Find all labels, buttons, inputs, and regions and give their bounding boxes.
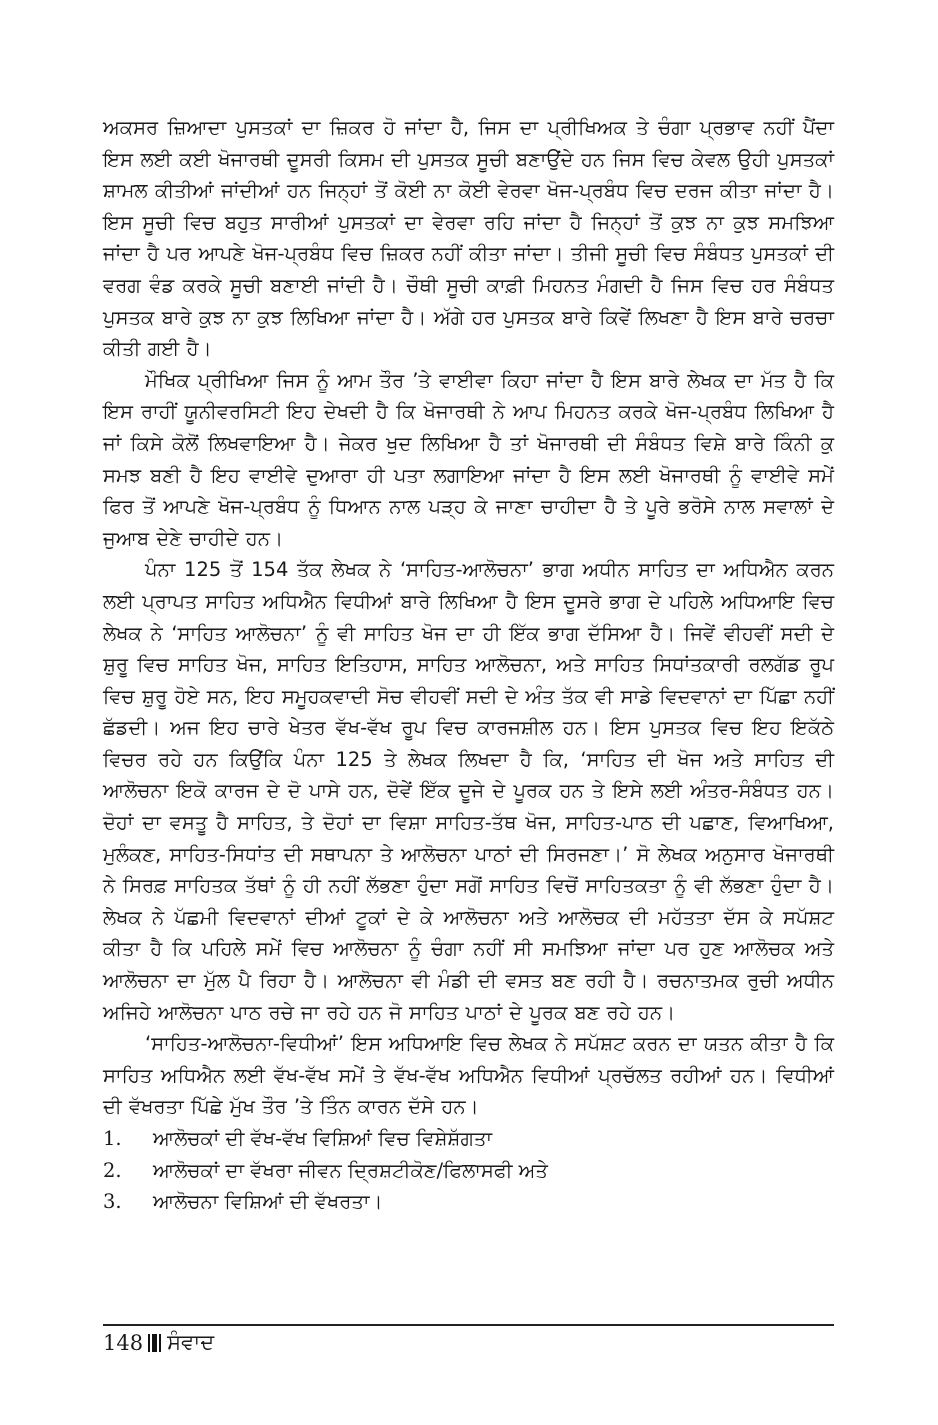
footer-bars-ornament: [148, 1334, 161, 1352]
page-footer: [103, 1324, 834, 1355]
list-item: [103, 1155, 834, 1187]
paragraph-2: ਮੌਖਿਕ ਪ੍ਰੀਖਿਆ ਜਿਸ ਨੂੰ ਆਮ ਤੌਰ ’ਤੇ ਵਾਈਵਾ ਕਿਹਾ ਜਾਂਦਾ ਹੈ ਇਸ ਬਾਰੇ ਲੇਖਕ ਦਾ ਮੱਤ ਹੈ ਕਿ ਇਸ ਰਾਹੀਂ ਯੂਨੀਵਰਸਿਟੀ ਇਹ ਦੇਖਦੀ ਹੈ ਕਿ ਖੋਜਾਰਥੀ ਨੇ ਆਪ ਮਿਹਨਤ ਕਰਕੇ ਖੋਜ-ਪ੍ਰਬੰਧ ਲਿਖਿਆ ਹੈ ਜਾਂ ਕਿਸੇ ਕੋਲੋਂ ਲਿਖਵਾਇਆ ਹੈ। ਜੇਕਰ ਖੁਦ ਲਿਖਿਆ ਹੈ ਤਾਂ ਖੋਜਾਰਥੀ ਦੀ ਸੰਬੰਧਤ ਵਿਸ਼ੇ ਬਾਰੇ ਕਿੰਨੀ ਕੁ ਸਮਝ ਬਣੀ ਹੈ ਇਹ ਵਾਈਵੇ ਦੁਆਰਾ ਹੀ ਪਤਾ ਲਗਾਇਆ ਜਾਂਦਾ ਹੈ ਇਸ ਲਈ ਖੋਜਾਰਥੀ ਨੂੰ ਵਾਈਵੇ ਸਮੇਂ ਫਿਰ ਤੋਂ ਆਪਣੇ ਖੋਜ-ਪ੍ਰਬੰਧ ਨੂੰ ਧਿਆਨ ਨਾਲ ਪੜ੍ਹ ਕੇ ਜਾਣਾ ਚਾਹੀਦਾ ਹੈ ਤੇ ਪੂਰੇ ਭਰੋਸੇ ਨਾਲ ਸਵਾਲਾਂ ਦੇ ਜੁਆਬ ਦੇਣੇ ਚਾਹੀਦੇ ਹਨ।: [103, 368, 834, 550]
list-text: ਆਲੋਚਕਾਂ ਦਾ ਵੱਖਰਾ ਜੀਵਨ ਦ੍ਰਿਸ਼ਟੀਕੋਣ/ਫਿਲਾਸਫੀ ਅਤੇ: [153, 1158, 548, 1182]
list-item: [103, 1123, 834, 1155]
list-number: 3.: [103, 1190, 122, 1214]
journal-name: ਸੰਵਾਦ: [167, 1330, 215, 1354]
reasons-list: [103, 1123, 834, 1218]
paragraph-3: ਪੰਨਾ 125 ਤੋਂ 154 ਤੱਕ ਲੇਖਕ ਨੇ ‘ਸਾਹਿਤ-ਆਲੋਚਨਾ’ ਭਾਗ ਅਧੀਨ ਸਾਹਿਤ ਦਾ ਅਧਿਐਨ ਕਰਨ ਲਈ ਪ੍ਰਾਪਤ ਸਾਹਿਤ ਅਧਿਐਨ ਵਿਧੀਆਂ ਬਾਰੇ ਲਿਖਿਆ ਹੈ ਇਸ ਦੂਸਰੇ ਭਾਗ ਦੇ ਪਹਿਲੇ ਅਧਿਆਇ ਵਿਚ ਲੇਖਕ ਨੇ ‘ਸਾਹਿਤ ਆਲੋਚਨਾ’ ਨੂੰ ਵੀ ਸਾਹਿਤ ਖੋਜ ਦਾ ਹੀ ਇੱਕ ਭਾਗ ਦੱਸਿਆ ਹੈ। ਜਿਵੇਂ ਵੀਹਵੀਂ ਸਦੀ ਦੇ ਸ਼ੁਰੂ ਵਿਚ ਸਾਹਿਤ ਖੋਜ, ਸਾਹਿਤ ਇਤਿਹਾਸ, ਸਾਹਿਤ ਆਲੋਚਨਾ, ਅਤੇ ਸਾਹਿਤ ਸਿਧਾਂਤਕਾਰੀ ਰਲਗੱਡ ਰੂਪ ਵਿਚ ਸ਼ੁਰੂ ਹੋਏ ਸਨ, ਇਹ ਸਮੂਹਕਵਾਦੀ ਸੋਚ ਵੀਹਵੀਂ ਸਦੀ ਦੇ ਅੰਤ ਤੱਕ ਵੀ ਸਾਡੇ ਵਿਦਵਾਨਾਂ ਦਾ ਪਿੱਛਾ ਨਹੀਂ ਛੱਡਦੀ। ਅਜ ਇਹ ਚਾਰੇ ਖੇਤਰ ਵੱਖ-ਵੱਖ ਰੂਪ ਵਿਚ ਕਾਰਜਸ਼ੀਲ ਹਨ। ਇਸ ਪੁਸਤਕ ਵਿਚ ਇਹ ਇਕੱਠੇ ਵਿਚਰ ਰਹੇ ਹਨ ਕਿਉਂਕਿ ਪੰਨਾ 125 ਤੇ ਲੇਖਕ ਲਿਖਦਾ ਹੈ ਕਿ, ‘ਸਾਹਿਤ ਦੀ ਖੋਜ ਅਤੇ ਸਾਹਿਤ ਦੀ ਆਲੋਚਨਾ ਇਕੋ ਕਾਰਜ ਦੇ ਦੋ ਪਾਸੇ ਹਨ, ਦੋਵੇਂ ਇੱਕ ਦੂਜੇ ਦੇ ਪੂਰਕ ਹਨ ਤੇ ਇਸੇ ਲਈ ਅੰਤਰ-ਸੰਬੰਧਤ ਹਨ। ਦੋਹਾਂ ਦਾ ਵਸਤੂ ਹੈ ਸਾਹਿਤ, ਤੇ ਦੋਹਾਂ ਦਾ ਵਿਸ਼ਾ ਸਾਹਿਤ-ਤੱਥ ਖੋਜ, ਸਾਹਿਤ-ਪਾਠ ਦੀ ਪਛਾਣ, ਵਿਆਖਿਆ, ਮੁਲੰਕਣ, ਸਾਹਿਤ-ਸਿਧਾਂਤ ਦੀ ਸਥਾਪਨਾ ਤੇ ਆਲੋਚਨਾ ਪਾਠਾਂ ਦੀ ਸਿਰਜਣਾ।’ ਸੋ ਲੇਖਕ ਅਨੁਸਾਰ ਖੋਜਾਰਥੀ ਨੇ ਸਿਰਫ਼ ਸਾਹਿਤਕ ਤੱਥਾਂ ਨੂੰ ਹੀ ਨਹੀਂ ਲੱਭਣਾ ਹੁੰਦਾ ਸਗੋਂ ਸਾਹਿਤ ਵਿਚੋਂ ਸਾਹਿਤਕਤਾ ਨੂੰ ਵੀ ਲੱਭਣਾ ਹੁੰਦਾ ਹੈ। ਲੇਖਕ ਨੇ ਪੱਛਮੀ ਵਿਦਵਾਨਾਂ ਦੀਆਂ ਟੂਕਾਂ ਦੇ ਕੇ ਆਲੋਚਨਾ ਅਤੇ ਆਲੋਚਕ ਦੀ ਮਹੱਤਤਾ ਦੱਸ ਕੇ ਸਪੱਸ਼ਟ ਕੀਤਾ ਹੈ ਕਿ ਪਹਿਲੇ ਸਮੇਂ ਵਿਚ ਆਲੋਚਨਾ ਨੂੰ ਚੰਗਾ ਨਹੀਂ ਸੀ ਸਮਝਿਆ ਜਾਂਦਾ ਪਰ ਹੁਣ ਆਲੋਚਕ ਅਤੇ ਆਲੋਚਨਾ ਦਾ ਮੁੱਲ ਪੈ ਰਿਹਾ ਹੈ। ਆਲੋਚਨਾ ਵੀ ਮੰਡੀ ਦੀ ਵਸਤ ਬਣ ਰਹੀ ਹੈ। ਰਚਨਾਤਮਕ ਰੁਚੀ ਅਧੀਨ ਅਜਿਹੇ ਆਲੋਚਨਾ ਪਾਠ ਰਚੇ ਜਾ ਰਹੇ ਹਨ ਜੋ ਸਾਹਿਤ ਪਾਠਾਂ ਦੇ ਪੂਰਕ ਬਣ ਰਹੇ ਹਨ।: [103, 558, 834, 1024]
page-number: 148: [103, 1330, 144, 1355]
list-text: ਆਲੋਚਨਾ ਵਿਸ਼ਿਆਂ ਦੀ ਵੱਖਰਤਾ।: [153, 1190, 383, 1214]
list-text: ਆਲੋਚਕਾਂ ਦੀ ਵੱਖ-ਵੱਖ ਵਿਸ਼ਿਆਂ ਵਿਚ ਵਿਸ਼ੇਸ਼ੱਗਤਾ: [153, 1127, 493, 1150]
paragraph-1: ਅਕਸਰ ਜ਼ਿਆਦਾ ਪੁਸਤਕਾਂ ਦਾ ਜ਼ਿਕਰ ਹੋ ਜਾਂਦਾ ਹੈ, ਜਿਸ ਦਾ ਪ੍ਰੀਖਿਅਕ ਤੇ ਚੰਗਾ ਪ੍ਰਭਾਵ ਨਹੀਂ ਪੈਂਦਾ ਇਸ ਲਈ ਕਈ ਖੋਜਾਰਥੀ ਦੂਸਰੀ ਕਿਸਮ ਦੀ ਪੁਸਤਕ ਸੂਚੀ ਬਣਾਉਂਦੇ ਹਨ ਜਿਸ ਵਿਚ ਕੇਵਲ ਉਹੀ ਪੁਸਤਕਾਂ ਸ਼ਾਮਲ ਕੀਤੀਆਂ ਜਾਂਦੀਆਂ ਹਨ ਜਿਨ੍ਹਾਂ ਤੋਂ ਕੋਈ ਨਾ ਕੋਈ ਵੇਰਵਾ ਖੋਜ-ਪ੍ਰਬੰਧ ਵਿਚ ਦਰਜ ਕੀਤਾ ਜਾਂਦਾ ਹੈ। ਇਸ ਸੂਚੀ ਵਿਚ ਬਹੁਤ ਸਾਰੀਆਂ ਪੁਸਤਕਾਂ ਦਾ ਵੇਰਵਾ ਰਹਿ ਜਾਂਦਾ ਹੈ ਜਿਨ੍ਹਾਂ ਤੋਂ ਕੁਝ ਨਾ ਕੁਝ ਸਮਝਿਆ ਜਾਂਦਾ ਹੈ ਪਰ ਆਪਣੇ ਖੋਜ-ਪ੍ਰਬੰਧ ਵਿਚ ਜ਼ਿਕਰ ਨਹੀਂ ਕੀਤਾ ਜਾਂਦਾ। ਤੀਜੀ ਸੂਚੀ ਵਿਚ ਸੰਬੰਧਤ ਪੁਸਤਕਾਂ ਦੀ ਵਰਗ ਵੰਡ ਕਰਕੇ ਸੂਚੀ ਬਣਾਈ ਜਾਂਦੀ ਹੈ। ਚੌਥੀ ਸੂਚੀ ਕਾਫ਼ੀ ਮਿਹਨਤ ਮੰਗਦੀ ਹੈ ਜਿਸ ਵਿਚ ਹਰ ਸੰਬੰਧਤ ਪੁਸਤਕ ਬਾਰੇ ਕੁਝ ਨਾ ਕੁਝ ਲਿਖਿਆ ਜਾਂਦਾ ਹੈ। ਅੱਗੇ ਹਰ ਪੁਸਤਕ ਬਾਰੇ ਕਿਵੇਂ ਲਿਖਣਾ ਹੈ ਇਸ ਬਾਰੇ ਚਰਚਾ ਕੀਤੀ ਗਈ ਹੈ।: [103, 116, 834, 361]
paragraph-4: ‘ਸਾਹਿਤ-ਆਲੋਚਨਾ-ਵਿਧੀਆਂ’ ਇਸ ਅਧਿਆਇ ਵਿਚ ਲੇਖਕ ਨੇ ਸਪੱਸ਼ਟ ਕਰਨ ਦਾ ਯਤਨ ਕੀਤਾ ਹੈ ਕਿ ਸਾਹਿਤ ਅਧਿਐਨ ਲਈ ਵੱਖ-ਵੱਖ ਸਮੇਂ ਤੇ ਵੱਖ-ਵੱਖ ਅਧਿਐਨ ਵਿਧੀਆਂ ਪ੍ਰਚੱਲਤ ਰਹੀਆਂ ਹਨ। ਵਿਧੀਆਂ ਦੀ ਵੱਖਰਤਾ ਪਿੱਛੇ ਮੁੱਖ ਤੌਰ ’ਤੇ ਤਿੰਨ ਕਾਰਨ ਦੱਸੇ ਹਨ।: [103, 1032, 834, 1119]
page-body: [103, 112, 834, 1218]
list-item: [103, 1186, 834, 1218]
list-number: 2.: [103, 1158, 122, 1182]
list-number: 1.: [103, 1127, 122, 1150]
